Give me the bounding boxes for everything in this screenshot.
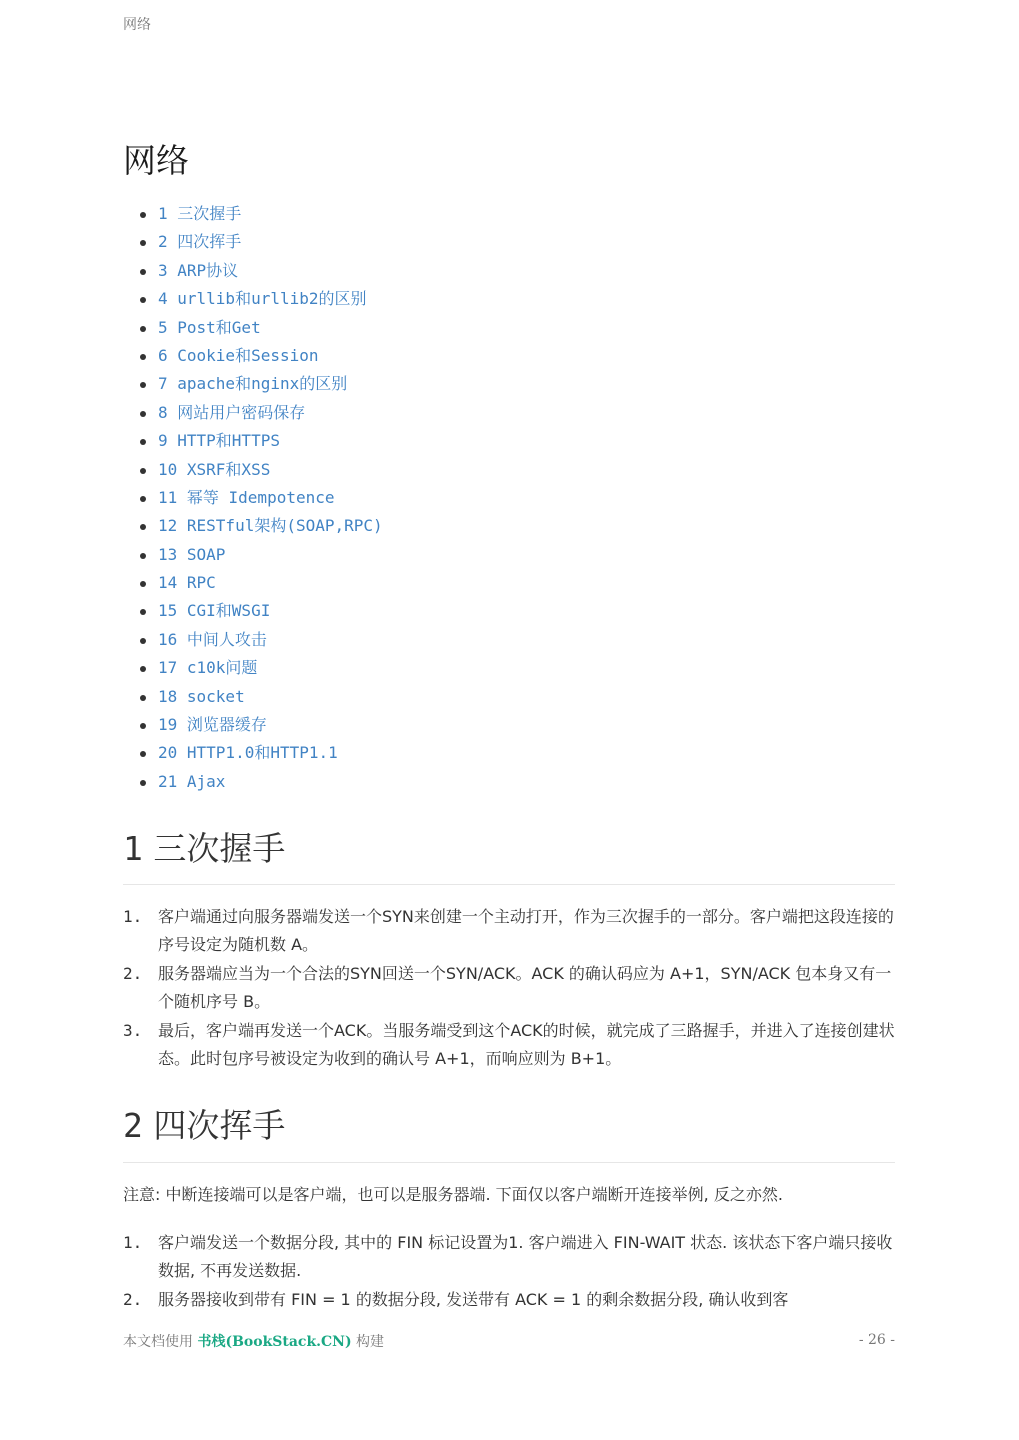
footer-credit bbox=[123, 1331, 384, 1351]
list-marker: 3. bbox=[123, 1020, 143, 1040]
list-item bbox=[123, 960, 895, 1017]
list-marker: 1. bbox=[123, 1233, 143, 1252]
note-paragraph: 注意: 中断连接端可以是客户端，也可以是服务器端. 下面仅以客户端断开连接举例, 反之亦然. bbox=[123, 1185, 783, 1204]
footer-suffix: 构建 bbox=[351, 1334, 385, 1350]
list-item bbox=[123, 1286, 895, 1314]
toc-link[interactable]: 7 apache和nginx的区别 bbox=[158, 370, 383, 398]
toc-link[interactable]: 14 RPC bbox=[158, 569, 383, 597]
toc-link[interactable]: 1 三次握手 bbox=[158, 200, 383, 228]
toc-link[interactable]: 10 XSRF和XSS bbox=[158, 456, 383, 484]
toc-link[interactable]: 12 RESTful架构(SOAP,RPC) bbox=[158, 512, 383, 540]
section-divider bbox=[123, 1162, 895, 1163]
toc-link[interactable]: 2 四次挥手 bbox=[158, 228, 383, 256]
list-item bbox=[123, 903, 895, 960]
page-title: 网络 bbox=[123, 141, 189, 180]
section-number: 2 bbox=[123, 1106, 143, 1145]
section-title: 四次挥手 bbox=[153, 1106, 286, 1145]
section-number: 1 bbox=[123, 829, 143, 868]
toc-link[interactable]: 20 HTTP1.0和HTTP1.1 bbox=[158, 739, 383, 767]
toc-link[interactable]: 21 Ajax bbox=[158, 768, 383, 796]
toc-link[interactable]: 9 HTTP和HTTPS bbox=[158, 427, 383, 455]
running-header: 网络 bbox=[123, 17, 151, 33]
toc-link[interactable]: 18 socket bbox=[158, 683, 383, 711]
toc-link[interactable]: 4 urllib和urllib2的区别 bbox=[158, 285, 383, 313]
list-marker: 2. bbox=[123, 1289, 143, 1309]
list-marker: 2. bbox=[123, 963, 143, 983]
toc-link[interactable]: 8 网站用户密码保存 bbox=[158, 399, 383, 427]
bookstack-link[interactable]: 书栈(BookStack.CN) bbox=[197, 1334, 352, 1350]
toc-link[interactable]: 6 Cookie和Session bbox=[158, 342, 383, 370]
list-item-text: 客户端通过向服务器端发送一个SYN来创建一个主动打开，作为三次握手的一部分。客户端把这段连接的序号设定为随机数 A。 bbox=[158, 907, 894, 955]
list-item bbox=[123, 1229, 895, 1286]
list-item-text: 服务器端应当为一个合法的SYN回送一个SYN/ACK。ACK 的确认码应为 A+1，SYN/ACK 包本身又有一个随机序号 B。 bbox=[158, 963, 892, 1012]
toc-link[interactable]: 3 ARP协议 bbox=[158, 257, 383, 285]
toc-link[interactable]: 5 Post和Get bbox=[158, 314, 383, 342]
teardown-steps bbox=[123, 1229, 895, 1314]
toc-link[interactable]: 13 SOAP bbox=[158, 541, 383, 569]
section-heading-2 bbox=[123, 1105, 895, 1147]
list-item-text: 客户端发送一个数据分段, 其中的 FIN 标记设置为1. 客户端进入 FIN-WAIT 状态. 该状态下客户端只接收数据, 不再发送数据. bbox=[158, 1233, 893, 1281]
list-item bbox=[123, 1017, 895, 1074]
toc-link[interactable]: 17 c10k问题 bbox=[158, 654, 383, 682]
footer-prefix: 本文档使用 bbox=[123, 1334, 198, 1350]
toc-link[interactable]: 16 中间人攻击 bbox=[158, 626, 383, 654]
toc-link[interactable]: 11 幂等 Idempotence bbox=[158, 484, 383, 512]
list-item-text: 最后，客户端再发送一个ACK。当服务端受到这个ACK的时候，就完成了三路握手，并进入了连接创建状态。此时包序号被设定为收到的确认号 A+1，而响应则为 B+1。 bbox=[158, 1020, 895, 1069]
toc-link[interactable]: 15 CGI和WSGI bbox=[158, 597, 383, 625]
handshake-steps bbox=[123, 903, 895, 1073]
page-number: - 26 - bbox=[858, 1332, 895, 1348]
list-marker: 1. bbox=[123, 907, 143, 926]
table-of-contents bbox=[158, 200, 383, 796]
section-title: 三次握手 bbox=[153, 829, 286, 868]
list-item-text: 服务器接收到带有 FIN = 1 的数据分段, 发送带有 ACK = 1 的剩余数据分段, 确认收到客 bbox=[158, 1289, 789, 1309]
section-heading-1 bbox=[123, 828, 895, 870]
section-divider bbox=[123, 884, 895, 885]
toc-link[interactable]: 19 浏览器缓存 bbox=[158, 711, 383, 739]
